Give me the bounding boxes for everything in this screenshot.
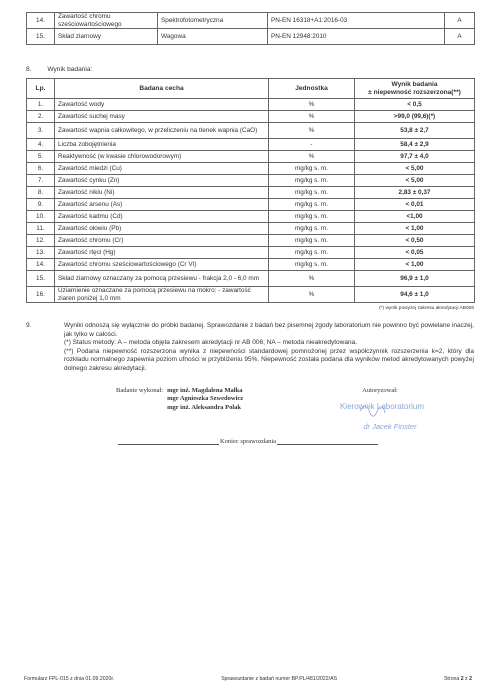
results-cell-lp: 3. [27, 123, 55, 139]
results-cell-feature: Zawartość rtęci (Hg) [55, 247, 269, 259]
results-cell-value: 94,6 ± 1,0 [355, 287, 475, 303]
tested-by-block [116, 387, 243, 412]
header-feature: Badana cecha [55, 79, 269, 99]
results-cell-feature: Zawartość ołowiu (Pb) [55, 223, 269, 235]
tested-by-label: Badanie wykonał: [116, 387, 164, 394]
header-lp: Lp. [27, 79, 55, 99]
results-cell-unit: mg/kg s. m. [269, 223, 355, 235]
footer-page [444, 676, 472, 682]
results-cell-feature: Zawartość kadmu (Cd) [55, 211, 269, 223]
results-cell-lp: 5. [27, 151, 55, 163]
results-cell-value: 58,4 ± 2,9 [355, 139, 475, 151]
results-cell-feature: Zawartość chromu (Cr) [55, 235, 269, 247]
results-cell-unit: mg/kg s. m. [269, 259, 355, 271]
methods-row [27, 29, 475, 45]
tester-name: mgr Agnieszka Szwedowicz [167, 395, 244, 403]
stamp-title: Kierownik Laboratorium [339, 402, 425, 411]
notes-paragraph-1: Wyniki odnoszą się wyłącznie do próbki badanej. Sprawozdanie z badań bez pisemnej zgody laboratorium nie powinno być powielane inaczej, jak tylko w całości. [64, 322, 474, 338]
section-number: 9. [26, 322, 32, 329]
methods-cell-status: A [445, 13, 475, 29]
header-unit: Jednostka [269, 79, 355, 99]
page-footer [24, 676, 472, 682]
results-row [27, 259, 475, 271]
end-rule-right [277, 438, 378, 445]
manager-stamp [312, 395, 452, 435]
tester-name: mgr inż. Aleksandra Polak [167, 403, 242, 411]
results-cell-unit: mg/kg s. m. [269, 175, 355, 187]
authorized-by-label: Autoryzował: [362, 387, 398, 394]
results-cell-unit: % [269, 99, 355, 111]
methods-cell-standard: PN-EN 12948:2010 [268, 29, 445, 45]
footer-page-of: z [465, 676, 468, 682]
results-cell-feature: Liczba zobojętnienia [55, 139, 269, 151]
results-cell-unit: % [269, 123, 355, 139]
results-cell-unit: % [269, 111, 355, 123]
end-of-report [118, 438, 378, 445]
results-header-row [27, 79, 475, 99]
results-cell-feature: Zawartość cynku (Zn) [55, 175, 269, 187]
methods-table [26, 12, 475, 45]
stamp-name: dr Jacek Finster [363, 422, 417, 431]
results-cell-unit: % [269, 287, 355, 303]
results-row [27, 99, 475, 111]
results-cell-value: < 1,00 [355, 223, 475, 235]
results-row [27, 187, 475, 199]
results-cell-value: < 0,50 [355, 235, 475, 247]
results-cell-unit: mg/kg s. m. [269, 187, 355, 199]
results-cell-lp: 12. [27, 235, 55, 247]
notes-paragraph-2: (*) Status metody: A – metoda objęta zakresem akredytacji nr AB 006; NA – metoda nieakredytowana. [64, 339, 358, 347]
methods-cell-method: Spektrofotometryczna [158, 13, 268, 29]
tester-name: mgr inż. Magdalena Małka [167, 387, 243, 394]
results-cell-value: 97,7 ± 4,0 [355, 151, 475, 163]
notes-paragraph-3: (**) Podana niepewność rozszerzona wynika z niepewności standardowej pomnożonej przez współczynnik rozszerzenia k=2, który dla rozkładu normalnego zapewnia poziom ufności w przybliżeniu 95%. Niepewność została podana dla wyników metod akredytowanych powyżej dolnego zakresu akredytacji. [64, 347, 474, 372]
results-cell-value: < 0,01 [355, 199, 475, 211]
results-cell-feature: Zawartość suchej masy [55, 111, 269, 123]
results-cell-value: <1,00 [355, 211, 475, 223]
results-row [27, 163, 475, 175]
results-row [27, 287, 475, 303]
results-cell-unit: % [269, 151, 355, 163]
results-cell-lp: 11. [27, 223, 55, 235]
results-cell-lp: 1. [27, 99, 55, 111]
results-cell-lp: 15. [27, 271, 55, 287]
results-row [27, 199, 475, 211]
results-row [27, 271, 475, 287]
header-result-line2: ± niepewność rozszerzona(**) [368, 88, 461, 96]
results-cell-value: < 5,00 [355, 175, 475, 187]
section-number: 8. [26, 66, 32, 73]
results-cell-feature: Zawartość wapnia całkowitego, w przeliczeniu na tlenek wapnia (CaO) [55, 123, 269, 139]
results-cell-lp: 13. [27, 247, 55, 259]
results-cell-value: < 1,00 [355, 259, 475, 271]
results-row [27, 175, 475, 187]
footer-form: Formularz FPL-015 z dnia 01.09.2020r. [24, 676, 115, 682]
results-cell-lp: 14. [27, 259, 55, 271]
results-cell-feature: Zawartość chromu sześciowartościowego (Cr VI) [55, 259, 269, 271]
results-cell-unit: mg/kg s. m. [269, 211, 355, 223]
results-cell-unit: - [269, 139, 355, 151]
results-cell-feature: Zawartość arsenu (As) [55, 199, 269, 211]
footer-report: Sprawozdanie z badań numer BP.PL/481/2022/AS [221, 676, 338, 682]
results-cell-value: < 0,05 [355, 247, 475, 259]
results-row [27, 211, 475, 223]
results-row [27, 139, 475, 151]
methods-cell-feature: Skład ziarnowy [55, 29, 158, 45]
results-row [27, 151, 475, 163]
results-cell-value: 2,83 ± 0,37 [355, 187, 475, 199]
results-cell-lp: 2. [27, 111, 55, 123]
results-cell-feature: Uziarnienie oznaczane za pomocą przesiewu na mokro: - zawartość ziaren poniżej 1,0 mm [55, 287, 269, 303]
results-cell-lp: 10. [27, 211, 55, 223]
results-row [27, 247, 475, 259]
footer-page-total: 2 [469, 676, 472, 682]
header-result [355, 79, 475, 99]
header-result-line1: Wynik badania [391, 81, 438, 89]
results-cell-value: < 5,00 [355, 163, 475, 175]
results-row [27, 223, 475, 235]
results-cell-unit: mg/kg s. m. [269, 163, 355, 175]
footer-page-label: Strona [443, 676, 460, 682]
results-cell-feature: Zawartość niklu (Ni) [55, 187, 269, 199]
results-row [27, 235, 475, 247]
section-8-title [26, 66, 92, 73]
results-table [26, 78, 475, 303]
results-cell-value: < 0,5 [355, 99, 475, 111]
methods-cell-method: Wagowa [158, 29, 268, 45]
results-cell-value: >99,0 (99,6)(*) [355, 111, 475, 123]
results-cell-feature: Zawartość wody [55, 99, 269, 111]
footer-page-number: 2 [460, 676, 464, 682]
results-cell-unit: % [269, 271, 355, 287]
results-row [27, 123, 475, 139]
results-cell-unit: mg/kg s. m. [269, 247, 355, 259]
results-cell-feature: Zawartość miedzi (Cu) [55, 163, 269, 175]
results-cell-value: 53,8 ± 2,7 [355, 123, 475, 139]
results-row [27, 111, 475, 123]
results-cell-feature: Skład ziarnowy oznaczany za pomocą przesiewu - frakcja 2,0 - 6,0 mm [55, 271, 269, 287]
results-cell-unit: mg/kg s. m. [269, 199, 355, 211]
results-cell-lp: 4. [27, 139, 55, 151]
results-cell-lp: 8. [27, 187, 55, 199]
methods-cell-lp: 15. [27, 29, 55, 45]
results-cell-unit: mg/kg s. m. [269, 235, 355, 247]
results-cell-feature: Reaktywność (w kwasie chlorowodorowym) [55, 151, 269, 163]
methods-cell-feature: Zawartość chromu sześciowartościowego [55, 13, 158, 29]
end-rule-left [118, 438, 219, 445]
end-text: Koniec sprawozdania [219, 438, 277, 445]
results-cell-lp: 6. [27, 163, 55, 175]
results-cell-lp: 16. [27, 287, 55, 303]
methods-cell-status: A [445, 29, 475, 45]
results-cell-lp: 7. [27, 175, 55, 187]
methods-row [27, 13, 475, 29]
methods-cell-standard: PN-EN 16318+A1:2016-03 [268, 13, 445, 29]
section-title: Wynik badania: [47, 66, 93, 73]
methods-cell-lp: 14. [27, 13, 55, 29]
section-9 [26, 322, 474, 374]
results-cell-value: 96,9 ± 1,0 [355, 271, 475, 287]
accreditation-note: (*) wynik powyżej zakresu akredytacji AB006 [379, 306, 474, 311]
results-cell-lp: 9. [27, 199, 55, 211]
